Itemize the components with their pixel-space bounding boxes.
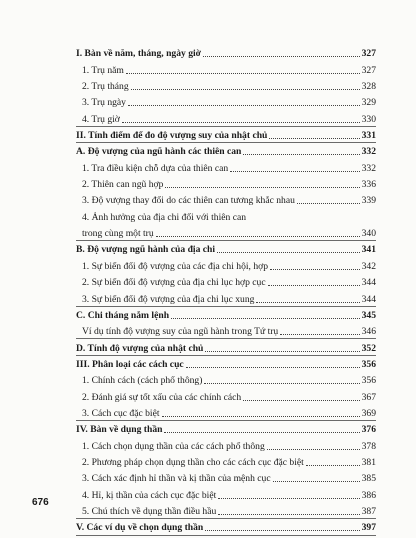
toc-entry-page: 328: [361, 81, 376, 93]
section-divider: [76, 306, 376, 307]
section-divider: [76, 518, 376, 519]
toc-entry-title: B. Độ vượng ngũ hành của địa chi: [76, 244, 216, 256]
toc-entry-title: 3. Cách cục đặc biệt: [82, 407, 160, 419]
toc-entry: [76, 435, 376, 451]
toc-entry-page: 352: [361, 342, 376, 354]
toc-entry-page: 378: [361, 440, 376, 452]
toc-entry-page: 339: [361, 195, 376, 207]
toc-entry-title: 4. Hỉ, kị thần của cách cục đặc biệt: [82, 489, 217, 501]
dot-leader: [186, 367, 360, 368]
toc-entry-title: 2. Trụ tháng: [82, 81, 129, 93]
toc-entry: [76, 157, 376, 173]
toc-entry: [76, 190, 376, 206]
dot-leader: [164, 432, 359, 433]
toc-entry-title: V. Các ví dụ về chọn dụng thần: [76, 522, 204, 534]
dot-leader: [205, 530, 359, 531]
dot-leader: [131, 89, 360, 90]
toc-entry: [76, 321, 376, 337]
dot-leader: [171, 318, 360, 319]
toc-entry: [76, 108, 376, 124]
toc-entry-title: 3. Cách xác định hỉ thần và kị thần của mệnh cục: [82, 473, 271, 485]
dot-leader: [162, 416, 360, 417]
toc-entry-title: 1. Cách chọn dụng thần của các cách phổ thông: [82, 440, 265, 452]
toc-entry: [76, 468, 376, 484]
toc-entry-page: 385: [361, 473, 376, 485]
dot-leader: [243, 400, 359, 401]
toc-entry-page: 376: [361, 424, 376, 436]
toc-entry: [76, 419, 376, 435]
toc-entry: [76, 337, 376, 353]
section-divider: [76, 126, 376, 127]
toc-entry-page: 327: [361, 64, 376, 76]
toc-entry-page: 332: [361, 146, 376, 158]
dot-leader: [218, 498, 359, 499]
dot-leader: [230, 171, 359, 172]
toc-entry-page: 331: [361, 130, 376, 142]
dot-leader: [267, 449, 360, 450]
toc-entry-page: 330: [361, 113, 376, 125]
dot-leader: [268, 285, 360, 286]
toc-entry: [76, 354, 376, 370]
toc-entry-page: 344: [361, 277, 376, 289]
toc-entry: [76, 206, 376, 222]
dot-leader: [297, 203, 360, 204]
toc-entry-title: 1. Sự biến đổi độ vượng của các địa chi hội, hợp: [82, 260, 269, 272]
dot-leader: [203, 56, 360, 57]
toc-entry: [76, 386, 376, 402]
toc-entry: [76, 517, 376, 533]
toc-entry: [76, 141, 376, 157]
toc-entry: [76, 305, 376, 321]
toc-entry-page: 329: [361, 97, 376, 109]
section-divider: [76, 535, 376, 536]
toc-entry: [76, 174, 376, 190]
toc-entry-page: 340: [361, 228, 376, 240]
dot-leader: [270, 269, 360, 270]
toc-entry-title: D. Tính độ vượng của nhật chủ: [76, 342, 204, 354]
toc-entry: [76, 59, 376, 75]
toc-entry-title: II. Tính điểm để đo độ vượng suy của nhật chủ: [76, 130, 268, 142]
dot-leader: [256, 302, 359, 303]
toc-entry: [76, 403, 376, 419]
toc-entry-title: III. Phân loại các cách cục: [76, 358, 184, 370]
dot-leader: [156, 236, 360, 237]
toc-entry-title: 2. Phương pháp chọn dụng thần cho các cách cục đặc biệt: [82, 456, 304, 468]
toc-entry-title: 1. Trụ năm: [82, 64, 124, 76]
toc-entry-page: 336: [361, 179, 376, 191]
toc-entry: [76, 288, 376, 304]
toc-entry-title: trong cùng một trụ: [82, 228, 154, 240]
toc-entry-title: 4. Trụ giờ: [82, 113, 120, 125]
section-divider: [76, 142, 376, 143]
section-divider: [76, 355, 376, 356]
toc-entry-title: IV. Bàn về dụng thần: [76, 424, 163, 436]
toc-entry-page: 387: [361, 505, 376, 517]
section-divider: [76, 420, 376, 421]
toc-entry-page: 327: [361, 48, 376, 60]
toc-entry-title: 2. Sự biến đổi độ vượng của địa chi lục hợp cục: [82, 277, 266, 289]
toc-entry-page: 344: [361, 293, 376, 305]
table-of-contents: [76, 43, 376, 533]
toc-entry-page: 397: [361, 522, 376, 534]
toc-entry-title: 5. Chú thích về dụng thần điều hầu: [82, 505, 217, 517]
dot-leader: [128, 105, 360, 106]
toc-entry-title: 4. Ảnh hưởng của địa chi đối với thiên can: [82, 211, 247, 223]
toc-entry-title: 3. Độ vượng thay đổi do các thiên can tương khắc nhau: [82, 195, 295, 207]
toc-entry-page: 346: [361, 326, 376, 338]
toc-entry-title: I. Bàn về năm, tháng, ngày giờ: [76, 48, 201, 60]
toc-entry-title: 3. Trụ ngày: [82, 97, 126, 109]
toc-entry-page: 356: [361, 358, 376, 370]
toc-entry-title: 1. Tra điều kiện chỗ dựa của thiên can: [82, 162, 229, 174]
toc-entry-page: 386: [361, 489, 376, 501]
toc-entry: [76, 125, 376, 141]
toc-entry-page: 345: [361, 309, 376, 321]
toc-entry: [76, 272, 376, 288]
toc-entry: [76, 452, 376, 468]
toc-entry-page: 356: [361, 375, 376, 387]
toc-entry: [76, 370, 376, 386]
dot-leader: [204, 383, 359, 384]
dot-leader: [280, 334, 359, 335]
dot-leader: [269, 138, 359, 139]
toc-entry-page: 367: [361, 391, 376, 403]
toc-entry-title: 3. Sự biến đổi độ vượng của địa chi lục xung: [82, 293, 255, 305]
toc-entry: [76, 223, 376, 239]
toc-entry: [76, 501, 376, 517]
toc-entry-page: 332: [361, 162, 376, 174]
toc-entry: [76, 239, 376, 255]
toc-entry-title: 1. Chính cách (cách phổ thông): [82, 375, 203, 387]
section-divider: [76, 240, 376, 241]
toc-entry-title: 2. Đánh giá sự tốt xấu của các chính cách: [82, 391, 242, 403]
dot-leader: [126, 73, 360, 74]
toc-entry: [76, 92, 376, 108]
toc-entry-page: 342: [361, 260, 376, 272]
dot-leader: [218, 514, 359, 515]
toc-entry-title: C. Chi tháng nắm lệnh: [76, 309, 170, 321]
section-divider: [76, 338, 376, 339]
dot-leader: [243, 154, 359, 155]
dot-leader: [205, 351, 359, 352]
page-number: 676: [32, 497, 49, 508]
toc-entry-title: A. Độ vượng của ngũ hành các thiên can: [76, 146, 242, 158]
dot-leader: [217, 252, 360, 253]
dot-leader: [165, 187, 359, 188]
toc-entry: [76, 43, 376, 59]
toc-entry-title: 2. Thiên can ngũ hợp: [82, 179, 164, 191]
toc-entry: [76, 484, 376, 500]
toc-entry-page: 381: [361, 456, 376, 468]
dot-leader: [306, 465, 360, 466]
dot-leader: [273, 481, 360, 482]
dot-leader: [122, 122, 360, 123]
toc-entry-title: Ví dụ tính độ vượng suy của ngũ hành trong Tứ trụ: [82, 326, 279, 338]
toc-entry: [76, 76, 376, 92]
toc-entry-page: 341: [361, 244, 376, 256]
toc-entry-page: 369: [361, 407, 376, 419]
toc-entry: [76, 255, 376, 271]
